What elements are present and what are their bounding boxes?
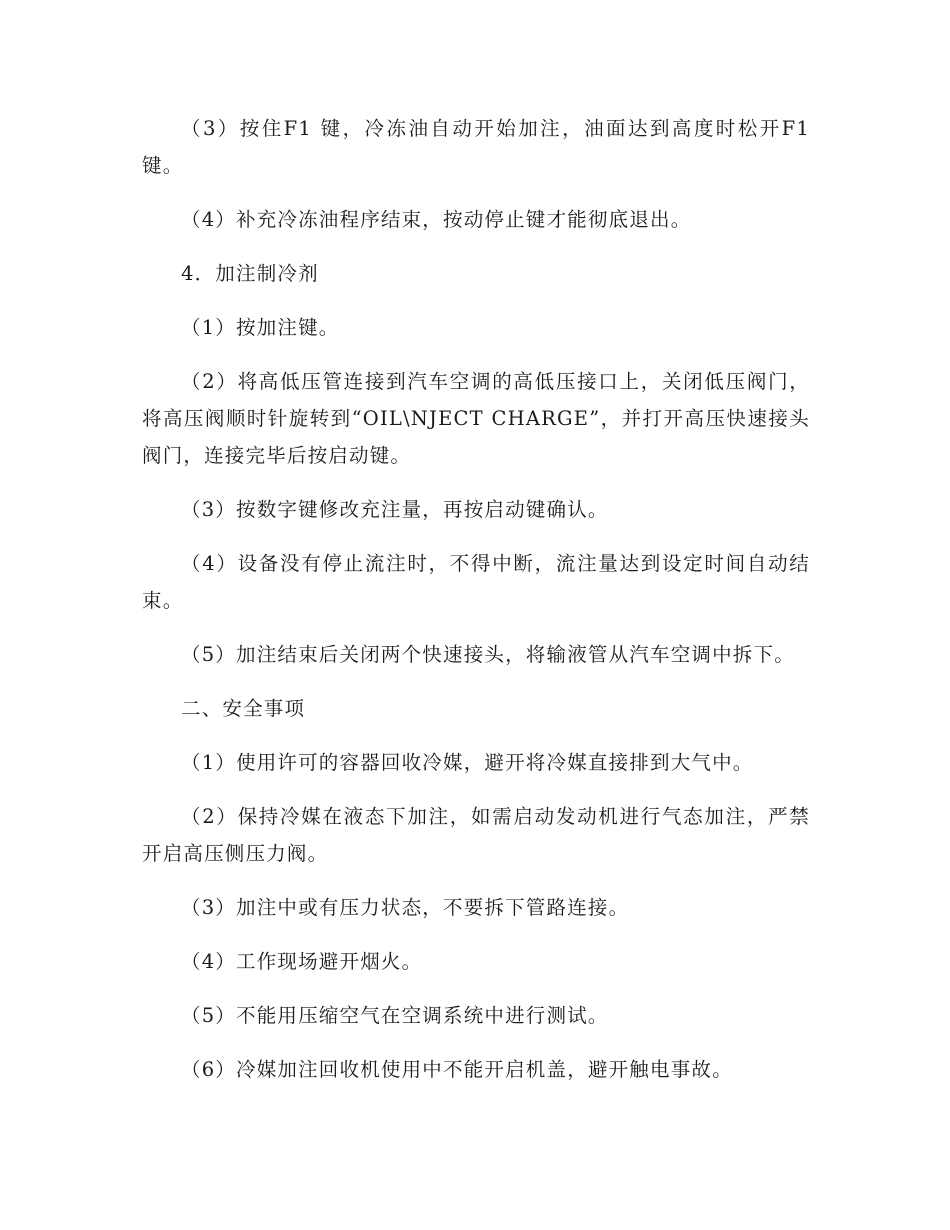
refrigerant-step-5: （5）加注结束后关闭两个快速接头，将输液管从汽车空调中拆下。 (181, 643, 795, 666)
section-heading-safety: 二、安全事项 (181, 697, 306, 720)
safety-item-4: （4）工作现场避开烟火。 (181, 950, 423, 973)
safety-item-1: （1）使用许可的容器回收冷媒，避开将冷媒直接排到大气中。 (181, 751, 754, 774)
refrigerant-step-2: （2）将高低压管连接到汽车空调的高低压接口上，关闭低压阀门，将高压阀顺时针旋转到“OIL\NJECT CHARGE”，并打开高压快速接头阀门，连接完毕后按启动键。 (142, 370, 810, 467)
safety-item-3: （3）加注中或有压力状态，不要拆下管路连接。 (181, 896, 630, 919)
safety-item-6: （6）冷媒加注回收机使用中不能开启机盖，避开触电事故。 (181, 1058, 733, 1081)
safety-item-5: （5）不能用压缩空气在空调系统中进行测试。 (181, 1004, 609, 1027)
refrigerant-step-4: （4）设备没有停止流注时，不得中断，流注量达到设定时间自动结束。 (142, 552, 810, 612)
safety-item-2: （2）保持冷媒在液态下加注，如需启动发动机进行气态加注，严禁开启高压侧压力阀。 (142, 805, 810, 865)
document-body (142, 110, 810, 1105)
paragraph-step-4-exit: （4）补充冷冻油程序结束，按动停止键才能彻底退出。 (181, 208, 692, 231)
refrigerant-step-3: （3）按数字键修改充注量，再按启动键确认。 (181, 498, 609, 521)
paragraph-step-3-f1: （3）按住F1 键，冷冻油自动开始加注，油面达到高度时松开F1 键。 (142, 117, 810, 177)
refrigerant-step-1: （1）按加注键。 (181, 316, 340, 339)
section-heading-refrigerant: 4．加注制冷剂 (181, 262, 319, 285)
